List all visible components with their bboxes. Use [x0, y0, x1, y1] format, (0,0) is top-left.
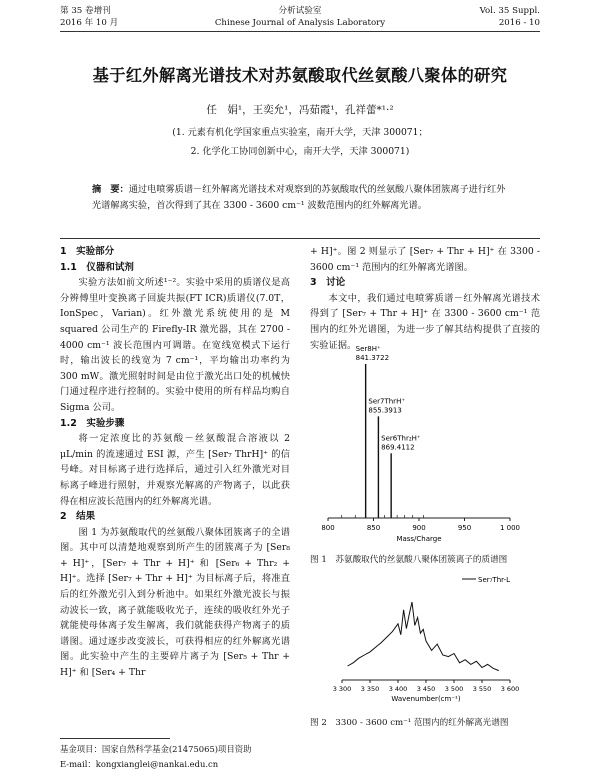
x-axis-label: Wavenumber(cm⁻¹): [391, 695, 461, 703]
author-list: 任 娟¹，王奕允¹，冯茹霞¹，孔祥蕾*¹·²: [206, 104, 394, 116]
header-volume: 第 35 卷增刊: [60, 6, 111, 16]
x-tick-label: 3 600: [500, 685, 520, 693]
peak-label: Ser7ThrH⁺: [368, 397, 406, 406]
left-column: [60, 244, 290, 681]
section-heading: 1 实验部分: [60, 246, 115, 257]
footnote-email: E-mail：kongxianglei@nankai.edu.cn: [60, 759, 219, 769]
header-volume-en: Vol. 35 Suppl.: [479, 6, 540, 16]
x-tick-label: 3 350: [360, 685, 380, 693]
section-heading: 2 结果: [60, 511, 96, 523]
peak-label: Ser8H⁺: [355, 345, 381, 353]
paragraph: 将一定浓度比的苏氨酸－丝氨酸混合溶液以 2 μL/min 的流速通过 ESI 源，产生 [Ser₇ ThrH]⁺ 的信号峰。对目标离子进行选择后，通过引入红外激光对目标离子峰进行照射，并观察光解离的产物离子，以此获得在相应波长范围内的红外解离光谱。: [60, 433, 290, 507]
header-journal-cn: 分析试验室: [278, 6, 322, 16]
footnote-fund: 基金项目：国家自然科学基金(21475065)项目资助: [60, 744, 252, 754]
x-tick-label: 3 300: [332, 685, 352, 693]
paragraph: + H]⁺。图 2 则显示了 [Ser₇ + Thr + H]⁺ 在 3300 - 3600 cm⁻¹ 范围内的红外解离光谱图。: [310, 246, 540, 273]
x-tick-label: 800: [321, 524, 335, 532]
figure2-ir-spectrum: [310, 570, 540, 710]
x-tick-label: 900: [412, 524, 426, 532]
x-tick-label: 3 500: [444, 685, 464, 693]
x-tick-label: 3 550: [472, 685, 492, 693]
section-heading: 3 讨论: [310, 277, 346, 289]
header-date-en: 2016 - 10: [498, 18, 540, 28]
figure1-caption: 图 1 苏氨酸取代的丝氨酸八聚体团簇离子的质谱图: [310, 555, 508, 565]
x-tick-label: 950: [457, 524, 472, 532]
affiliation-1: (1. 元素有机化学国家重点实验室，南开大学，天津 300071；: [172, 127, 428, 138]
abstract: [92, 182, 514, 213]
abstract-label: 摘 要：: [92, 184, 129, 195]
header-rule: [60, 31, 540, 32]
peak-mz-label: 841.3722: [355, 354, 390, 362]
paragraph: 本文中，我们通过电喷雾质谱－红外解离光谱技术得到了 [Ser₇ + Thr + H]⁺ 在 3300 - 3600 cm⁻¹ 范围内的红外光谱图，为进一步了解其结构提供了直接的实验证据。: [310, 292, 540, 351]
peak-mz-label: 869.4112: [381, 443, 415, 452]
peak-mz-label: 855.3913: [368, 406, 402, 415]
abstract-text: 通过电喷雾质谱－红外解离光谱技术对观察到的苏氨酸取代的丝氨酸八聚体团簇离子进行红外光谱解离实验，首次得到了其在 3300 - 3600 cm⁻¹ 波数范围内的红外解离光谱。: [92, 184, 506, 211]
x-tick-label: 3 400: [388, 685, 408, 693]
affiliation-2: 2. 化学化工协同创新中心，南开大学，天津 300071): [190, 146, 410, 157]
footnote-rule: [60, 738, 170, 739]
figure2-caption: 图 2 3300 - 3600 cm⁻¹ 范围内的红外解离光谱图: [310, 718, 509, 728]
paragraph: 图 1 为苏氨酸取代的丝氨酸八聚体团簇离子的全谱图。其中可以清楚地观察到所产生的团簇离子为 [Ser₈ + H]⁺，[Ser₇ + Thr + H]⁺ 和 [Ser₆ + Thr₂ + H]⁺。选择 [Ser₇ + Thr + H]⁺ 为目标离子后，将准直后的红外激光引入到分析池中。如果红外激光波长与振动波长一致，离子就能吸收光子，连续的吸收红外光子就能使母体离子发生解离，我们就能获得产物离子的质谱图。通过逐步改变波长，可获得相应的红外解离光谱图。此实验中产生的主要碎片离子为 [Ser₅ + Thr + H]⁺ 和 [Ser₄ + Thr: [60, 526, 290, 679]
paragraph: 实验方法如前文所述¹⁻²。实验中采用的质谱仪是高分辨傅里叶变换离子回旋共振(FT ICR)质谱仪(7.0T，IonSpec，Varian)。红外激光系统使用的是 M squared 公司生产的 Firefly-IR 激光器，其在 2700 - 4000 cm⁻¹ 波长范围内可调谐。在宽线宽模式下运行时，输出波长的线宽为 7 cm⁻¹，平均输出功率约为 300 mW。激光照射时间是由位于激光出口处的机械快门通过程序进行控制的。实验中使用的所有样品均购自 Sigma 公司。: [60, 277, 290, 413]
header-journal-en: Chinese Journal of Analysis Laboratory: [214, 18, 386, 28]
series-line: [348, 602, 499, 671]
x-tick-label: 3 450: [416, 685, 436, 693]
header-date: 2016 年 10 月: [60, 18, 119, 28]
section-heading: 1.1 仪器和试剂: [60, 261, 134, 273]
peak-label: Ser6Thr₂H⁺: [381, 434, 421, 443]
x-axis-label: Mass/Charge: [396, 535, 442, 543]
x-tick-label: 1 000: [499, 524, 521, 532]
legend-label: Ser₇Thr-L: [478, 576, 511, 584]
abstract-rule: [60, 238, 540, 239]
figure1-mass-spectrum: [310, 330, 540, 550]
page-title: 基于红外解离光谱技术对苏氨酸取代丝氨酸八聚体的研究: [92, 66, 508, 85]
section-heading: 1.2 实验步骤: [60, 417, 125, 429]
x-tick-label: 850: [366, 524, 381, 532]
